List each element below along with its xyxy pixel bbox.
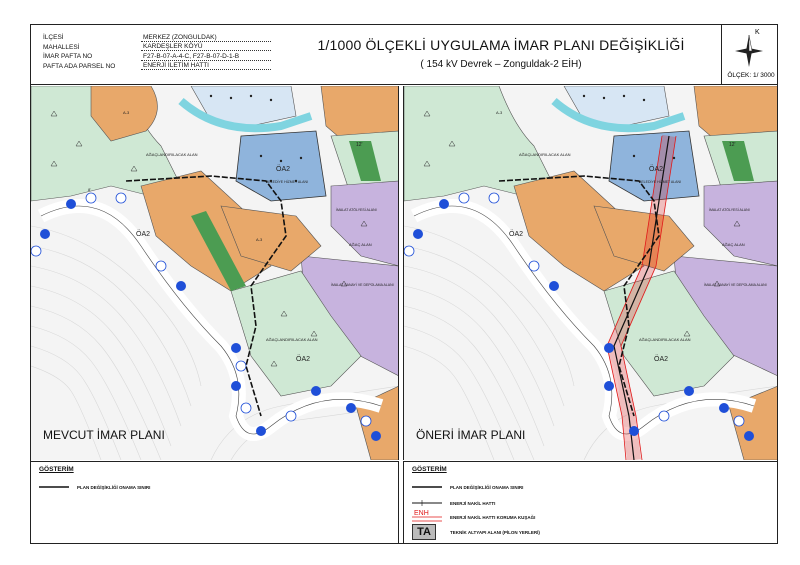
- legend-text: PLAN DEĞİŞİKLİĞİ ONAMA SINIRI: [77, 484, 151, 490]
- zone-label-agac: AĞAÇ ALAN: [722, 242, 745, 247]
- legend-text: ENERJİ NAKİL HATTI: [450, 500, 496, 506]
- info-label: İLÇESİ: [43, 34, 64, 42]
- svg-text:ENH: ENH: [414, 510, 429, 517]
- height-label: 8': [88, 187, 91, 192]
- legend-proposed: [403, 461, 777, 543]
- zone-label-imalat2: İMALAT SANAYİ VE DEPOLAMA ALANI: [331, 283, 394, 287]
- proposed-plan-map: [403, 86, 777, 460]
- plan-subtitle: ( 154 kV Devrek – Zonguldak-2 EİH): [420, 59, 582, 70]
- legend-item-boundary: [412, 482, 523, 492]
- legend-text: ENERJİ NAKİL HATTI KORUMA KUŞAĞI: [450, 514, 536, 520]
- zone-label-imalat1: İMALAT ATÖLYESİ ALANI: [336, 208, 377, 212]
- zone-label-oa2: ÖA2: [509, 231, 524, 238]
- zone-label-oa2-top: ÖA2: [276, 166, 291, 173]
- info-row-sheet: [43, 52, 303, 62]
- protection-zone-icon: [412, 512, 442, 522]
- zone-label-oa2-top: ÖA2: [649, 166, 664, 173]
- zone-label-agac-alan-2: AĞAÇLANDIRILACAK ALAN: [266, 337, 318, 342]
- legend-item-pylon-area: [412, 524, 540, 540]
- boundary-line-icon: [39, 482, 69, 492]
- zone-label-oa2-low: ÖA2: [296, 356, 311, 363]
- info-value: KARDEŞLER KÖYÜ: [141, 43, 271, 51]
- height-label-12: 12': [356, 142, 363, 148]
- zone-label-a3-2: A-3: [256, 237, 263, 242]
- ta-symbol: TA: [412, 524, 436, 540]
- info-row-parcel: [43, 62, 303, 72]
- current-plan-svg: [31, 86, 399, 460]
- zone-label-agac-alan: AĞAÇLANDIRILACAK ALAN: [146, 152, 198, 157]
- proposed-plan-label: ÖNERİ İMAR PLANI: [416, 428, 526, 442]
- info-label: İMAR PAFTA NO: [43, 53, 93, 61]
- zone-label-oa2: ÖA2: [136, 231, 151, 238]
- info-row-neighborhood: [43, 43, 303, 53]
- boundary-line-icon: [412, 482, 442, 492]
- power-line-icon: [412, 498, 442, 508]
- zone-label-imalat1: İMALAT ATÖLYESİ ALANI: [709, 208, 750, 212]
- zone-label-belediye: BELEDİYE HİZMET ALANI: [639, 180, 681, 184]
- legend-item-boundary: [39, 482, 150, 492]
- legend-title: GÖSTERİM: [39, 466, 74, 473]
- zone-label-a3: A-3: [496, 110, 503, 115]
- current-plan-map: [31, 86, 399, 460]
- info-label: PAFTA ADA PARSEL NO: [43, 62, 116, 70]
- parcel-info: [43, 33, 303, 71]
- legend-current: [31, 461, 399, 543]
- zone-label-oa2-low: ÖA2: [654, 356, 669, 363]
- legend-text: PLAN DEĞİŞİKLİĞİ ONAMA SINIRI: [450, 484, 524, 490]
- zone-label-imalat2: İMALAT SANAYİ VE DEPOLAMA ALANI: [704, 283, 767, 287]
- zone-label-belediye: BELEDİYE HİZMET ALANI: [266, 180, 308, 184]
- zone-label-agac-alan: AĞAÇLANDIRILACAK ALAN: [519, 152, 571, 157]
- current-plan-label: MEVCUT İMAR PLANI: [43, 428, 165, 442]
- scale-label: ÖLÇEK: 1/ 3000: [727, 72, 775, 79]
- legend-item-protection-zone: [412, 512, 535, 522]
- info-row-district: [43, 33, 303, 43]
- compass-icon: [722, 29, 778, 75]
- height-label-12: 12': [729, 142, 736, 148]
- legend-title: GÖSTERİM: [412, 466, 447, 473]
- proposed-plan-svg: [404, 86, 777, 460]
- legend-text: TEKNİK ALTYAPI ALANI (PİLON YERLERİ): [450, 529, 540, 535]
- info-value: MERKEZ (ZONGULDAK): [141, 34, 271, 42]
- plan-title: 1/1000 ÖLÇEKLİ UYGULAMA İMAR PLANI DEĞİŞİKLİĞİ: [317, 37, 685, 53]
- north-letter: K: [755, 29, 760, 36]
- pylon-area-icon: [412, 524, 442, 540]
- info-value: ENERJİ İLETİM HATTI: [141, 62, 271, 70]
- north-arrow-box: [721, 25, 777, 85]
- info-value: F27-B-07-A-4-C, F27-B-07-D-1-B: [141, 53, 271, 61]
- zone-label-agac-alan-2: AĞAÇLANDIRILACAK ALAN: [639, 337, 691, 342]
- info-label: MAHALLESİ: [43, 43, 80, 51]
- zone-label-a3: A-3: [123, 110, 130, 115]
- legend-item-power-line: [412, 498, 495, 508]
- plan-sheet: [30, 24, 778, 544]
- zone-label-agac: AĞAÇ ALAN: [349, 242, 372, 247]
- title-block: [31, 25, 777, 85]
